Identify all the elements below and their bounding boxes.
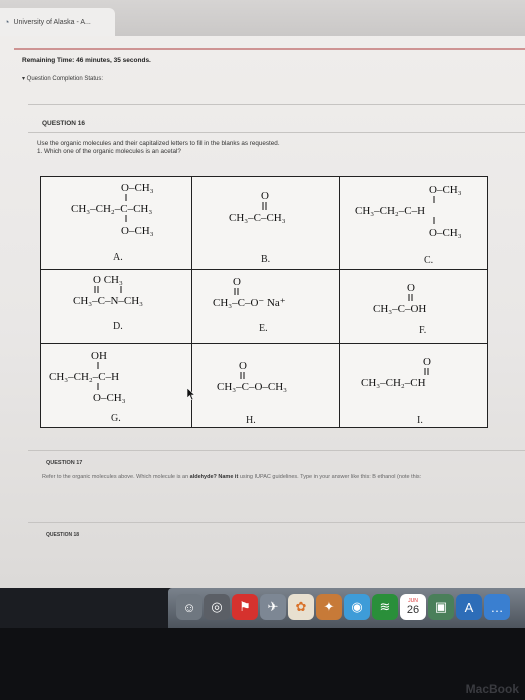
instruction-line-2: 1. Which one of the organic molecules is an acetal? [37, 148, 181, 155]
question-completion-status[interactable]: ▾ Question Completion Status: [22, 76, 104, 82]
molecule-g-label: G. [111, 413, 121, 424]
molecule-h-chain: CH₃–C–O–CH₃ [217, 381, 288, 393]
molecule-grid [40, 176, 488, 428]
question-17-prompt [42, 474, 421, 480]
molecule-d-label: D. [113, 321, 123, 332]
divider [28, 450, 525, 451]
tab-title: University of Alaska - A... [13, 18, 91, 26]
header-divider [14, 48, 525, 50]
browser-tab-bar [0, 0, 525, 36]
molecule-a-top-group: O–CH₃ [121, 182, 154, 194]
molecule-c-label: C. [424, 255, 434, 266]
remaining-time [22, 57, 151, 64]
calendar-month: JUN [408, 597, 418, 604]
molecule-i-oxygen: O [423, 356, 431, 368]
question-16-instructions [37, 140, 280, 156]
molecule-i-chain: CH₃–CH₂–CH [361, 377, 426, 389]
question-17-text-bold: aldehyde? Name it [189, 474, 239, 480]
question-17-text-pre: Refer to the organic molecules above. Which molecule is an [42, 474, 189, 480]
question-18-title: QUESTION 18 [46, 532, 80, 538]
molecule-d [41, 269, 191, 343]
molecule-d-top-groups: O CH₃ [93, 274, 123, 286]
spotify-icon[interactable]: ≋ [372, 594, 398, 620]
molecule-f-oxygen: O [407, 282, 415, 294]
messages-icon[interactable]: … [484, 594, 510, 620]
chrome-icon[interactable]: ◉ [344, 594, 370, 620]
molecule-h [191, 343, 339, 429]
molecule-i-label: I. [417, 415, 423, 426]
calendar-icon[interactable] [400, 594, 426, 620]
molecule-f-chain: CH₃–C–OH [373, 303, 427, 315]
finder-icon[interactable]: ☺ [176, 594, 202, 620]
question-17-text-post: using IUPAC guidelines. Type in your answer like this: B ethanol (note this: [239, 474, 422, 480]
camera-icon[interactable]: ◎ [204, 594, 230, 620]
molecule-i [339, 343, 489, 429]
molecule-c-top-group: O–CH₃ [429, 184, 462, 196]
molecule-c-chain: CH₃–CH₂–C–H [355, 205, 426, 217]
molecule-f [339, 269, 489, 343]
question-16-title: QUESTION 16 [42, 120, 85, 127]
molecule-f-label: F. [419, 325, 427, 336]
molecule-e-chain: CH₃–C–O⁻ Na⁺ [213, 297, 286, 309]
molecule-a [41, 177, 191, 269]
molecule-g [41, 343, 191, 429]
macbook-logo-text: MacBook [465, 682, 519, 696]
molecule-e-oxygen: O [233, 276, 241, 288]
rocket-launcher-icon[interactable]: ✈ [260, 594, 286, 620]
app-icon[interactable]: ✦ [316, 594, 342, 620]
molecule-h-oxygen: O [239, 360, 247, 372]
molecule-g-hydroxyl: OH [91, 350, 107, 362]
divider [28, 104, 525, 105]
molecule-b-chain: CH₃–C–CH₃ [229, 212, 286, 224]
mouse-cursor-icon [187, 388, 195, 400]
divider [28, 132, 525, 133]
remaining-time-label: Remaining Time: [22, 57, 75, 64]
molecule-a-bottom-group: O–CH₃ [121, 225, 154, 237]
molecule-e [191, 269, 339, 343]
molecule-c-bottom-group: O–CH₃ [429, 227, 462, 239]
molecule-g-bottom-group: O–CH₃ [93, 392, 126, 404]
instruction-line-1: Use the organic molecules and their capitalized letters to fill in the blanks as requested. [37, 140, 280, 147]
browser-tab[interactable] [0, 8, 115, 36]
remaining-time-value: 46 minutes, 35 seconds. [76, 57, 151, 64]
molecule-d-chain: CH₃–C–N–CH₃ [73, 295, 144, 307]
molecule-h-label: H. [246, 415, 256, 426]
molecule-b-oxygen: O [261, 190, 269, 202]
preview-icon[interactable]: ▣ [428, 594, 454, 620]
macos-dock [168, 588, 525, 628]
molecule-b-label: B. [261, 254, 271, 265]
molecule-a-chain: CH₃–CH₂–C–CH₃ [71, 203, 153, 215]
calendar-day: 26 [406, 603, 420, 616]
divider [28, 522, 525, 523]
laptop-bezel [0, 628, 525, 700]
store-icon[interactable]: A [456, 594, 482, 620]
molecule-e-label: E. [259, 323, 268, 334]
question-17-title: QUESTION 17 [46, 460, 83, 466]
photos-icon[interactable]: ✿ [288, 594, 314, 620]
site-favicon-icon: ◔ [4, 17, 10, 27]
molecule-b [191, 177, 339, 269]
molecule-a-label: A. [113, 252, 123, 263]
molecule-g-chain: CH₃–CH₂–C–H [49, 371, 120, 383]
molecule-c [339, 177, 489, 269]
acrobat-icon[interactable]: ⚑ [232, 594, 258, 620]
